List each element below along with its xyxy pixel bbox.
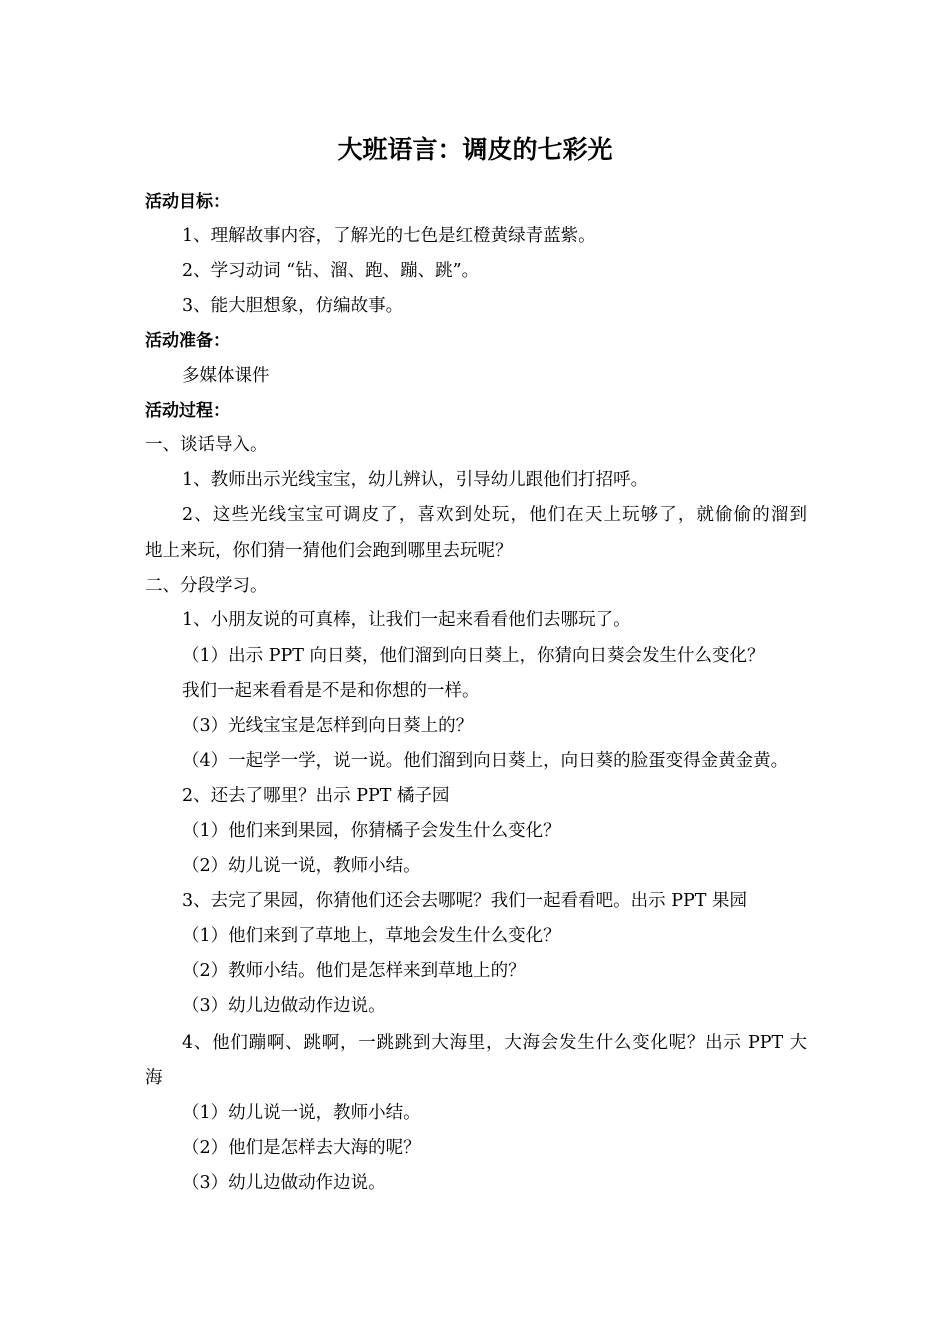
process-part-heading: 二、分段学习。 xyxy=(145,576,268,596)
process-subitem: （3）幼儿边做动作边说。 xyxy=(182,1173,386,1193)
process-subitem: （1）幼儿说一说，教师小结。 xyxy=(182,1103,421,1123)
process-subitem: （2）他们是怎样去大海的呢？ xyxy=(182,1138,421,1158)
page-title: 大班语言：调皮的七彩光 xyxy=(337,135,613,164)
process-subitem: （3）幼儿边做动作边说。 xyxy=(182,996,386,1016)
process-subitem: （1）他们来到果园，你猜橘子会发生什么变化？ xyxy=(182,821,561,841)
process-item: 3、去完了果园，你猜他们还会去哪呢？我们一起看看吧。出示 PPT 果园 xyxy=(182,891,747,911)
section-heading-process: 活动过程： xyxy=(145,401,230,421)
process-subitem: （2）教师小结。他们是怎样来到草地上的？ xyxy=(182,961,526,981)
process-item: 1、教师出示光线宝宝，幼儿辨认，引导幼儿跟他们打招呼。 xyxy=(182,470,649,490)
goal-item: 2、学习动词 “钻、溜、跑、蹦、跳”。 xyxy=(182,261,480,281)
process-part-heading: 一、谈话导入。 xyxy=(145,435,268,455)
process-item-continuation: 海 xyxy=(145,1068,163,1088)
process-subitem: （3）光线宝宝是怎样到向日葵上的？ xyxy=(182,716,474,736)
section-heading-goals: 活动目标： xyxy=(145,192,230,212)
goal-item: 1、理解故事内容，了解光的七色是红橙黄绿青蓝紫。 xyxy=(182,226,596,246)
process-subitem: （1）他们来到了草地上，草地会发生什么变化？ xyxy=(182,926,561,946)
process-subitem: （1）出示 PPT 向日葵，他们溜到向日葵上，你猜向日葵会发生什么变化？ xyxy=(182,646,765,666)
process-item: 1、小朋友说的可真棒，让我们一起来看看他们去哪玩了。 xyxy=(182,610,631,630)
process-item: 2、还去了哪里？出示 PPT 橘子园 xyxy=(182,786,450,806)
goal-item: 3、能大胆想象，仿编故事。 xyxy=(182,296,404,316)
preparation-item: 多媒体课件 xyxy=(182,366,270,386)
process-subitem-continuation: 我们一起来看看是不是和你想的一样。 xyxy=(182,681,480,701)
process-subitem: （4）一起学一学，说一说。他们溜到向日葵上，向日葵的脸蛋变得金黄金黄。 xyxy=(182,751,789,771)
process-item: 2、这些光线宝宝可调皮了，喜欢到处玩，他们在天上玩够了，就偷偷的溜到 xyxy=(182,505,807,525)
process-subitem: （2）幼儿说一说，教师小结。 xyxy=(182,856,421,876)
section-heading-preparation: 活动准备： xyxy=(145,331,230,351)
process-item: 4、他们蹦啊、跳啊，一跳跳到大海里，大海会发生什么变化呢？出示 PPT 大 xyxy=(182,1033,807,1053)
process-item-continuation: 地上来玩，你们猜一猜他们会跑到哪里去玩呢？ xyxy=(145,541,513,561)
